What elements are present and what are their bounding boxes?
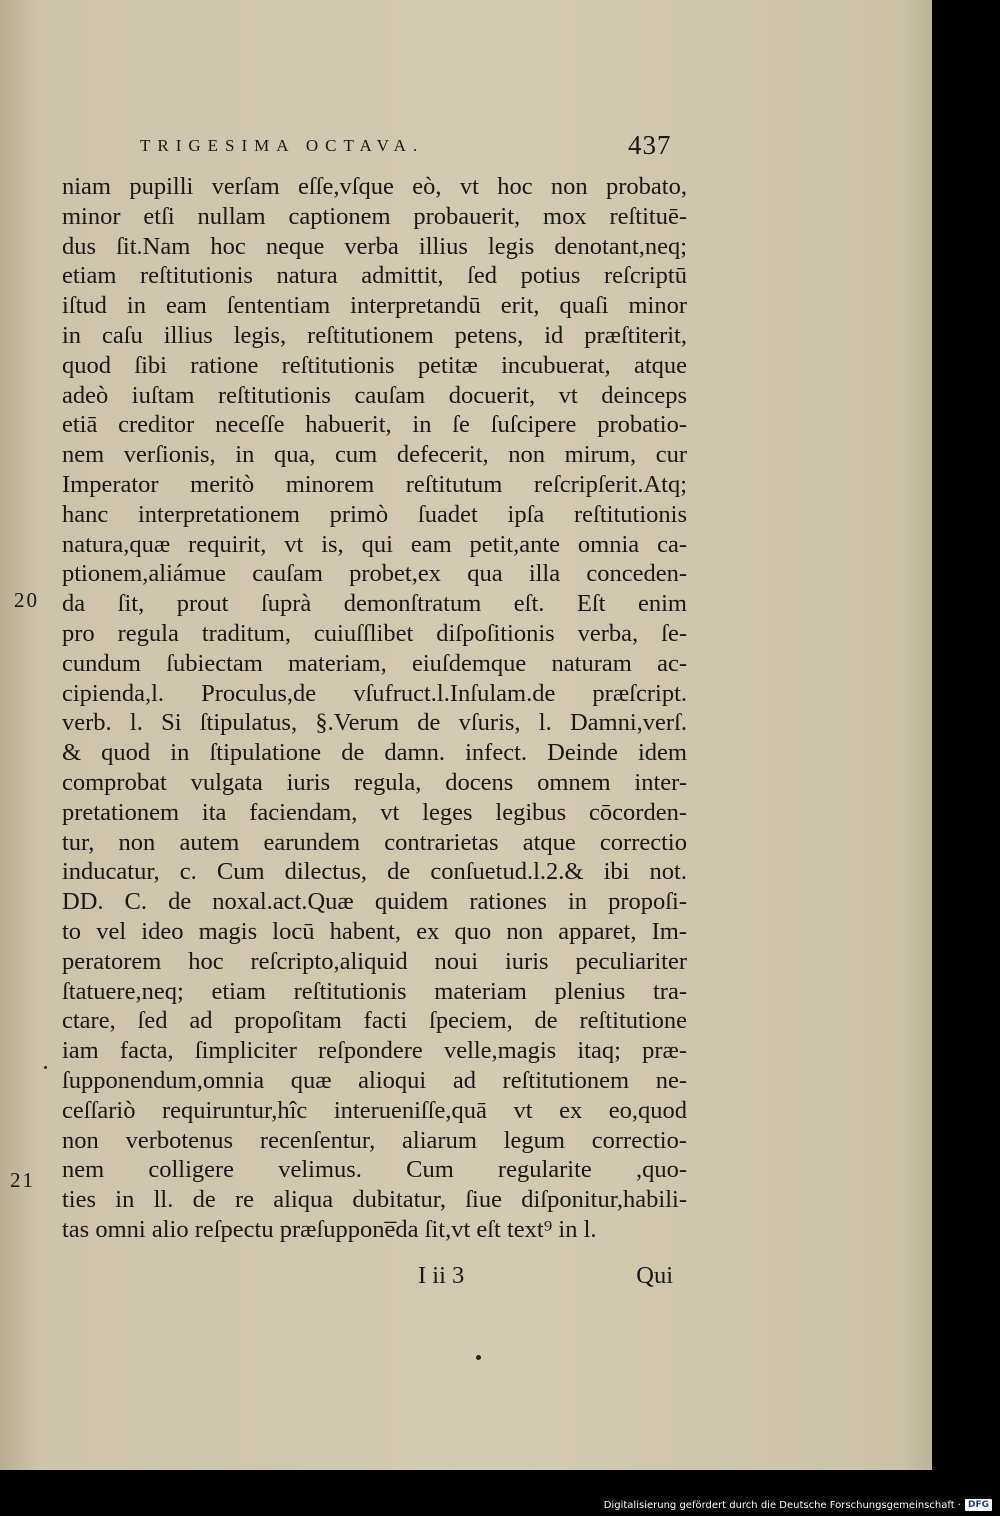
- text-line: tur, non autem earundem contrarietas atque correctio: [62, 828, 687, 856]
- text-line: peratorem hoc reſcripto,aliquid noui iuris peculiariter: [62, 947, 687, 975]
- text-line: ptionem,aliámue cauſam probet,ex qua illa conceden-: [62, 560, 687, 588]
- text-line: ſtatuere,neq; etiam reſtitutionis materiam plenius tra-: [62, 977, 687, 1005]
- text-line: comprobat vulgata iuris regula, docens omnem inter-: [62, 768, 687, 796]
- digitization-credit: [604, 1499, 992, 1511]
- text-line: da ſit, prout ſuprà demonſtratum eſt. Eſt enim: [62, 590, 687, 618]
- body-text: [62, 172, 687, 1245]
- text-line: etiā creditor neceſſe habuerit, in ſe ſuſcipere probatio-: [62, 411, 687, 439]
- signature-mark: I ii 3: [418, 1262, 465, 1289]
- text-line: DD. C. de noxal.act.Quæ quidem rationes in propoſi-: [62, 888, 687, 916]
- margin-number-21: 21: [10, 1168, 35, 1192]
- text-line: ties in ll. de re aliqua dubitatur, ſiue diſponitur,habili-: [62, 1186, 687, 1214]
- text-line: hanc interpretationem primò ſuadet ipſa reſtitutionis: [62, 500, 687, 528]
- text-line: adeò iuſtam reſtitutionis cauſam docuerit, vt deinceps: [62, 381, 687, 409]
- text-line: to vel ideo magis locū habent, ex quo non apparet, Im-: [62, 917, 687, 945]
- text-line: in caſu illius legis, reſtitutionem petens, id præſtiterit,: [62, 321, 687, 349]
- ink-speck: [44, 1066, 47, 1069]
- text-line: ſupponendum,omnia quæ alioqui ad reſtitutionem ne-: [62, 1066, 687, 1094]
- text-line: quod ſibi ratione reſtitutionis petitæ incubuerat, atque: [62, 351, 687, 379]
- text-line: iſtud in eam ſententiam interpretandū erit, quaſi minor: [62, 292, 687, 320]
- text-line: nem verſionis, in qua, cum defecerit, non mirum, cur: [62, 441, 687, 469]
- text-line: ctare, ſed ad propoſitam facti ſpeciem, de reſtitutione: [62, 1007, 687, 1035]
- text-line: non verbotenus recenſentur, aliarum legum correctio-: [62, 1126, 687, 1154]
- text-line: cundum ſubiectam materiam, eiuſdemque naturam ac-: [62, 649, 687, 677]
- text-line: cipienda,l. Proculus,de vſufruct.l.Inſulam.de præſcript.: [62, 679, 687, 707]
- text-line: iam facta, ſimpliciter reſpondere velle,magis itaq; præ-: [62, 1037, 687, 1065]
- text-line: verb. l. Si ſtipulatus, §.Verum de vſuris, l. Damni,verſ.: [62, 709, 687, 737]
- text-line: ceſſariò requiruntur,hîc interueniſſe,quā vt ex eo,quod: [62, 1096, 687, 1124]
- running-title: TRIGESIMA OCTAVA.: [140, 136, 425, 155]
- text-line: & quod in ſtipulatione de damn. infect. Deinde idem: [62, 739, 687, 767]
- page-header: [140, 130, 700, 166]
- text-line: tas omni alio reſpectu præſuppone̅da ſit,vt eſt text⁹ in l.: [62, 1215, 597, 1243]
- margin-number-20: 20: [14, 588, 39, 612]
- text-line: niam pupilli verſam eſſe,vſque eò, vt hoc non probato,: [62, 173, 687, 200]
- text-line: natura,quæ requirit, vt is, qui eam petit,ante omnia ca-: [62, 530, 687, 558]
- text-line: inducatur, c. Cum dilectus, de conſuetud.l.2.& ibi not.: [62, 858, 687, 886]
- ink-speck: [476, 1355, 481, 1360]
- text-line: nem colligere velimus. Cum regularite ,quo-: [62, 1156, 687, 1184]
- credit-text: Digitalisierung gefördert durch die Deutsche Forschungsgemeinschaft ·: [603, 1499, 961, 1511]
- text-line: pro regula traditum, cuiuſſlibet diſpoſitionis verba, ſe-: [62, 619, 687, 647]
- catchword: Qui: [636, 1262, 673, 1289]
- page-number: 437: [628, 130, 672, 160]
- text-line: dus ſit.Nam hoc neque verba illius legis denotant,neq;: [62, 232, 687, 260]
- text-line: Imperator meritò minorem reſtitutum reſcripſerit.Atq;: [62, 470, 687, 498]
- text-line: pretationem ita faciendam, vt leges legibus cōcorden-: [62, 798, 687, 826]
- text-line: etiam reſtitutionis natura admittit, ſed potius reſcriptū: [62, 262, 687, 290]
- page-footer: [62, 1262, 687, 1292]
- dfg-logo: DFG: [965, 1499, 992, 1511]
- text-line: minor etſi nullam captionem probauerit, mox reſtituē-: [62, 202, 687, 230]
